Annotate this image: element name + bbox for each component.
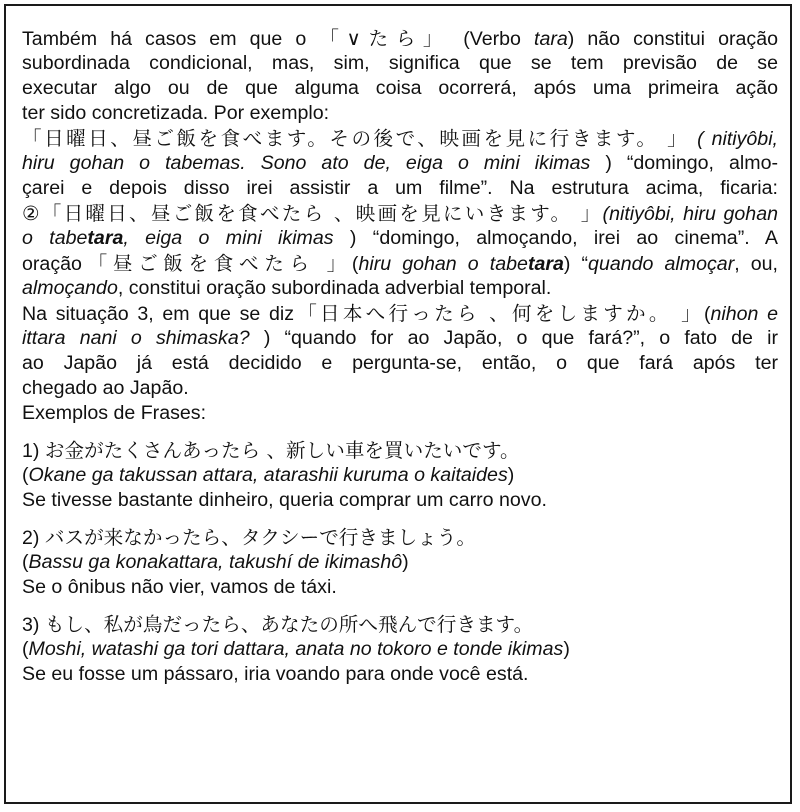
example-1-romaji: (Okane ga takussan attara, atarashii kuruma o kaitaides) [22,464,515,486]
example-a-line-3 [22,176,778,201]
example-number: 1) [22,440,40,462]
translation: ) “domingo, almo- [590,152,778,174]
translation: çarei e depois disso irei assistir a um filme”. Na estrutura acima, ficaria: [22,177,778,199]
romaji-emphasis: tara [527,253,564,275]
japanese-sentence: バスが来なかったら、タクシーで行きましょう。 [44,526,476,549]
example-b-line-2 [22,226,778,251]
intro-text: subordinada condicional, mas, sim, significa que se tem previsão de se [22,52,778,74]
translation: ) “domingo, almoçando, irei ao cinema”. A [333,227,779,249]
romaji: nihon e [710,303,778,325]
romaji-emphasis: tara [87,227,124,249]
document-body [22,26,778,687]
clause-text: ) “ [563,253,589,275]
example-2-romaji: (Bassu ga konakattara, takushí de ikimashô) [22,551,409,573]
situation-text: chegado ao Japão. [22,377,189,399]
examples-heading [22,401,778,426]
example-3-japanese [22,612,778,637]
example-a-line-1 [22,126,778,151]
romaji: Moshi, watashi ga tori dattara, anata no tokoro e tonde ikimas [28,638,564,660]
japanese-clause: 「昼ご飯を食べたら 」 [81,252,352,275]
example-2-japanese [22,525,778,550]
circled-number: ② [22,202,42,225]
clause-meaning: almoçando [22,277,118,299]
clause-line-1 [22,251,778,276]
japanese-sentence: お金がたくさんあったら 、新しい車を買いたいです。 [44,439,520,462]
heading-text: Exemplos de Frases: [22,402,207,424]
example-3-romaji: (Moshi, watashi ga tori dattara, anata no tokoro e tonde ikimas) [22,638,570,660]
romaji: o tabe [22,227,88,249]
romaji: ( nitiyôbi, [689,128,778,150]
intro-text: (Verbo [450,28,535,50]
intro-line-4 [22,101,778,126]
situation3-line-3 [22,351,778,376]
clause-text: , constitui oração subordinada adverbial temporal. [117,277,552,299]
translation: Se tivesse bastante dinheiro, queria comprar um carro novo. [22,489,547,511]
translation: Se eu fosse um pássaro, iria voando para onde você está. [22,663,529,685]
example-1-japanese [22,438,778,463]
intro-text: executar algo ou de que alguma coisa ocorrerá, após uma primeira ação [22,77,778,99]
clause-meaning: quando almoçar [588,253,735,275]
translation: Se o ônibus não vier, vamos de táxi. [22,576,337,598]
japanese-sentence: 「日曜日、昼ご飯を食べます。その後で、映画を見に行きます。 」 [22,127,690,150]
intro-text: ) não constitui oração [567,28,778,50]
intro-text: Também há casos em que o [22,28,320,50]
romaji: Bassu ga konakattara, takushí de ikimashô [28,551,403,573]
situation-text: Na situação 3, em que se diz [22,303,294,325]
clause-text: oração [22,253,82,275]
intro-text: ter sido concretizada. Por exemplo: [22,102,330,124]
intro-line-3 [22,76,778,101]
intro-line-2 [22,51,778,76]
intro-line-1 [22,26,778,51]
romaji: hiru gohan o tabe [358,253,528,275]
example-2-translation [22,575,778,600]
example-b-line-1 [22,201,778,226]
situation-text: ( [703,303,711,325]
example-number: 3) [22,614,40,636]
example-number: 2) [22,527,40,549]
example-1-translation [22,488,778,513]
tara-form: 「∨たら」 [319,27,451,50]
romaji: hiru gohan o tabemas. Sono ato de, eiga o mini ikimas [22,152,591,174]
japanese-sentence: 「日本へ行ったら 、何をしますか。 」 [294,302,704,325]
example-a-line-2 [22,151,778,176]
romaji: , eiga o mini ikimas [123,227,334,249]
japanese-sentence: もし、私が鳥だったら、あなたの所へ飛んで行きます。 [44,613,534,636]
translation: ) “quando for ao Japão, o que fará?”, o fato de ir [249,327,778,349]
clause-text: , ou, [734,253,778,275]
example-3-translation [22,662,778,687]
situation3-line-4 [22,376,778,401]
situation-text: ao Japão já está decidido e pergunta-se, então, o que fará após ter [22,352,778,374]
situation3-line-2 [22,326,778,351]
situation3-line-1 [22,301,778,326]
romaji: Okane ga takussan attara, atarashii kuruma o kaitaides [28,464,508,486]
clause-line-2 [22,276,778,301]
japanese-sentence: 「日曜日、昼ご飯を食べたら 、映画を見にいきます。 」 [41,202,603,225]
tara-term: tara [534,28,568,50]
clause-text: ( [351,253,359,275]
romaji: ittara nani o shimaska? [22,327,250,349]
romaji: (nitiyôbi, hiru gohan [602,203,778,225]
